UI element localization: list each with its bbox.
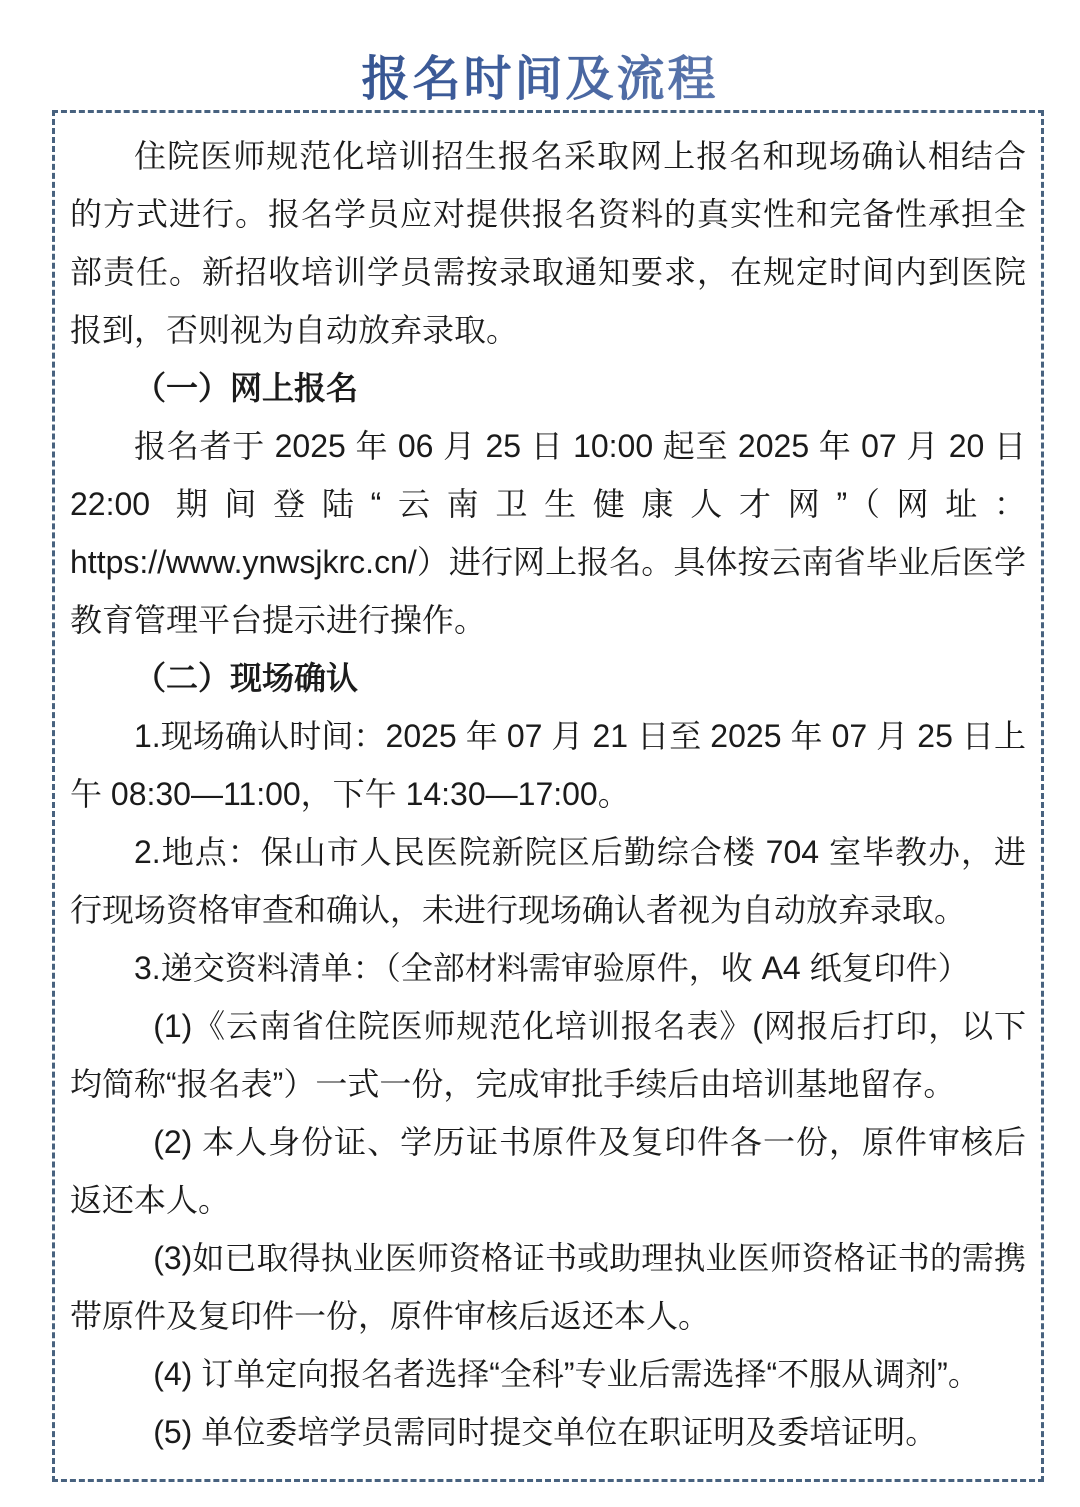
paragraph-intro: 住院医师规范化培训招生报名采取网上报名和现场确认相结合的方式进行。报名学员应对提供报名资料的真实性和完备性承担全部责任。新招收培训学员需按录取通知要求，在规定时间内到医院报到，否则视为自动放弃录取。	[70, 138, 1026, 348]
paragraph-item-2-id-diploma: (2) 本人身份证、学历证书原件及复印件各一份，原件审核后返还本人。	[70, 1124, 1026, 1218]
document-border-box	[52, 110, 1044, 1482]
paragraph-item-3-license: (3)如已取得执业医师资格证书或助理执业医师资格证书的需携带原件及复印件一份，原件审核后返还本人。	[70, 1240, 1026, 1334]
paragraph-location: 2.地点：保山市人民医院新院区后勤综合楼 704 室毕教办，进行现场资格审查和确认，未进行现场确认者视为自动放弃录取。	[70, 834, 1026, 928]
heading-onsite-confirmation: （二）现场确认	[134, 660, 359, 696]
paragraph-item-5-employer-proof: (5) 单位委培学员需同时提交单位在职证明及委培证明。	[153, 1414, 938, 1450]
page-title: 报名时间及流程	[0, 40, 1080, 109]
paragraph-materials-list: 3.递交资料清单：（全部材料需审验原件，收 A4 纸复印件）	[134, 950, 970, 986]
paragraph-online-registration: 报名者于 2025 年 06 月 25 日 10:00 起至 2025 年 07 月 20 日 22:00 期间登陆“云南卫生健康人才网”（网址：https://www.ynwsjkrc.cn/）进行网上报名。具体按云南省毕业后医学教育管理平台提示进行操作。	[70, 428, 1026, 638]
paragraph-item-4-targeted: (4) 订单定向报名者选择“全科”专业后需选择“不服从调剂”。	[153, 1356, 980, 1392]
paragraph-item-1-application-form: (1)《云南省住院医师规范化培训报名表》(网报后打印，以下均简称“报名表”）一式一份，完成审批手续后由培训基地留存。	[70, 1008, 1026, 1102]
heading-online-registration: （一）网上报名	[134, 370, 359, 406]
paragraph-confirmation-time: 1.现场确认时间：2025 年 07 月 21 日至 2025 年 07 月 25 日上午 08:30—11:00，下午 14:30—17:00。	[70, 718, 1026, 812]
